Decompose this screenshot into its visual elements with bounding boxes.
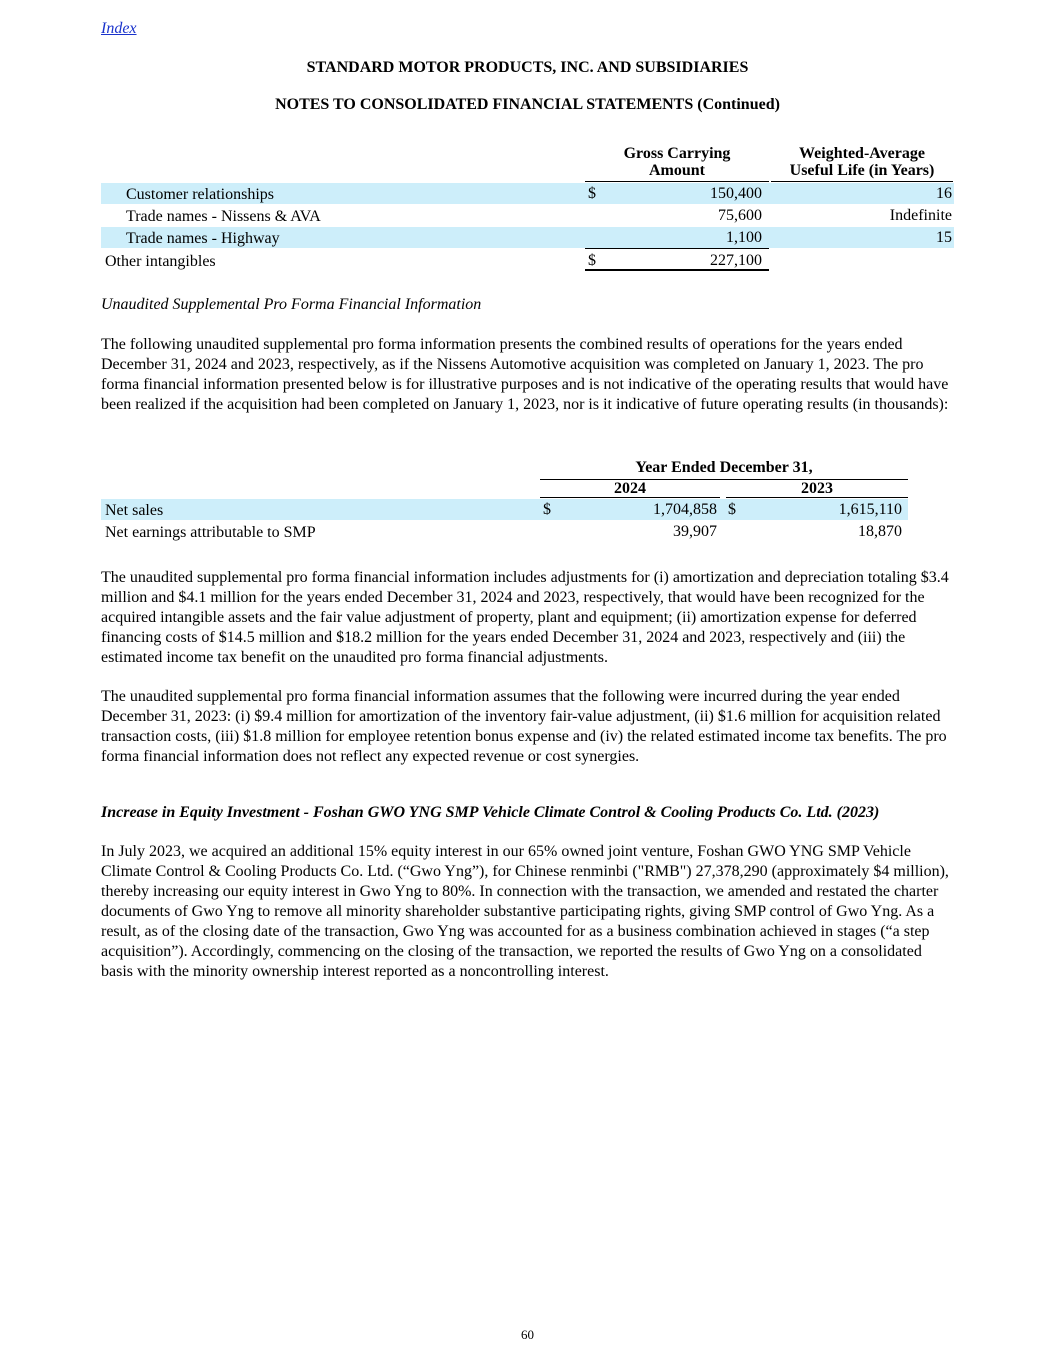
- table-row: [101, 499, 908, 520]
- row-amount: 1,100: [726, 229, 762, 246]
- row-currency-2: $: [728, 501, 736, 518]
- page-number: 60: [521, 1327, 534, 1342]
- row-label: Net sales: [105, 502, 164, 519]
- subtotal-rule: [585, 248, 769, 249]
- row-value-2024: 1,704,858: [653, 501, 717, 518]
- row-label: Customer relationships: [126, 186, 274, 203]
- total-currency: $: [588, 252, 596, 269]
- col-header-life-2: Useful Life (in Years): [789, 162, 935, 179]
- row-value-2023: 1,615,110: [838, 501, 902, 518]
- page-subtitle: NOTES TO CONSOLIDATED FINANCIAL STATEMENTS (Continued): [275, 96, 780, 113]
- period-header: Year Ended December 31,: [635, 459, 813, 476]
- total-double-rule: [585, 269, 769, 271]
- total-label: Other intangibles: [105, 253, 216, 270]
- row-value-2024: 39,907: [673, 523, 717, 540]
- row-life: 16: [936, 185, 952, 202]
- table-row: [101, 183, 954, 204]
- row-life: Indefinite: [889, 207, 952, 224]
- row-amount: 150,400: [710, 185, 762, 202]
- col-header-life-1: Weighted-Average: [799, 145, 925, 162]
- row-amount: 75,600: [718, 207, 762, 224]
- pro-forma-paragraph: The following unaudited supplemental pro forma information presents the combined results of operations for the years ended December 31, 2024 and 2023, respectively, as if the Nissens Automotive acquisition was completed on January 1, 2023. The pro forma financial information presented below is for illustrative purposes and is not indicative of the operating results that would have been realized if the acquisition had been completed on January 1, 2023, nor is it indicative of future operating results (in thousands):: [101, 336, 949, 413]
- year-header-2023: 2023: [801, 480, 833, 497]
- col-header-gross-2: Amount: [648, 162, 705, 179]
- table-row: [101, 205, 954, 226]
- col-header-gross-1: Gross Carrying: [623, 145, 731, 162]
- total-amount: 227,100: [710, 252, 762, 269]
- company-title: STANDARD MOTOR PRODUCTS, INC. AND SUBSIDIARIES: [306, 59, 749, 76]
- year-header-2024: 2024: [614, 480, 646, 497]
- row-label: Trade names - Highway: [126, 230, 280, 247]
- header-rule-1: [585, 181, 769, 182]
- row-currency-1: $: [543, 501, 551, 518]
- row-label: Trade names - Nissens & AVA: [126, 208, 321, 225]
- table-row: [101, 521, 908, 542]
- table-total-row: [101, 250, 954, 271]
- index-link[interactable]: Index: [101, 20, 137, 37]
- gwo-yng-paragraph: In July 2023, we acquired an additional 15% equity interest in our 65% owned joint venture, Foshan GWO YNG SMP Vehicle Climate Control & Cooling Products Co. Ltd. (“Gwo Yng”), for Chinese renminbi ("RMB") 27,378,290 (approximately $4 million), thereby increasing our equity interest in Gwo Yng to 80%. In connection with the transaction, we amended and restated the charter documents of Gwo Yng to remove all minority shareholder substantive participating rights, giving SMP control of Gwo Yng. As a result, as of the closing date of the transaction, Gwo Yng was accounted for as a business combination achieved in stages (“a step acquisition”). Accordingly, commencing on the closing of the transaction, we reported the results of Gwo Yng on a consolidated basis with the minority ownership interest reported as a noncontrolling interest.: [101, 843, 949, 980]
- table-row: [101, 227, 954, 248]
- row-life: 15: [936, 229, 952, 246]
- header-rule-2: [771, 181, 953, 182]
- row-label: Net earnings attributable to SMP: [105, 524, 316, 541]
- year-rule-2023: [726, 497, 908, 498]
- gwo-yng-heading: Increase in Equity Investment - Foshan GWO YNG SMP Vehicle Climate Control & Cooling Products Co. Ltd. (2023): [101, 804, 880, 821]
- assumptions-paragraph: The unaudited supplemental pro forma financial information assumes that the following were incurred during the year ended December 31, 2023: (i) $9.4 million for amortization of the inventory fair-value adjustment, (ii) $1.6 million for acquisition related transaction costs, (iii) $1.8 million for employee retention bonus expense and (iv) the related estimated income tax benefits. The pro forma financial information does not reflect any expected revenue or cost synergies.: [101, 688, 947, 765]
- row-currency: $: [588, 185, 596, 202]
- row-value-2023: 18,870: [858, 523, 902, 540]
- year-rule-2024: [540, 497, 720, 498]
- adjustments-paragraph: The unaudited supplemental pro forma financial information includes adjustments for (i) amortization and depreciation totaling $3.4 million and $4.1 million for the years ended December 31, 2024 and 2023, respectively, that would have been recognized for the acquired intangible assets and the fair value adjustment of property, plant and equipment; (ii) amortization expense for deferred financing costs of $14.5 million and $18.2 million for the years ended December 31, 2024 and 2023, respectively and (iii) the estimated income tax benefit on the unaudited pro forma financial adjustments.: [101, 569, 949, 666]
- pro-forma-heading: Unaudited Supplemental Pro Forma Financial Information: [101, 296, 482, 313]
